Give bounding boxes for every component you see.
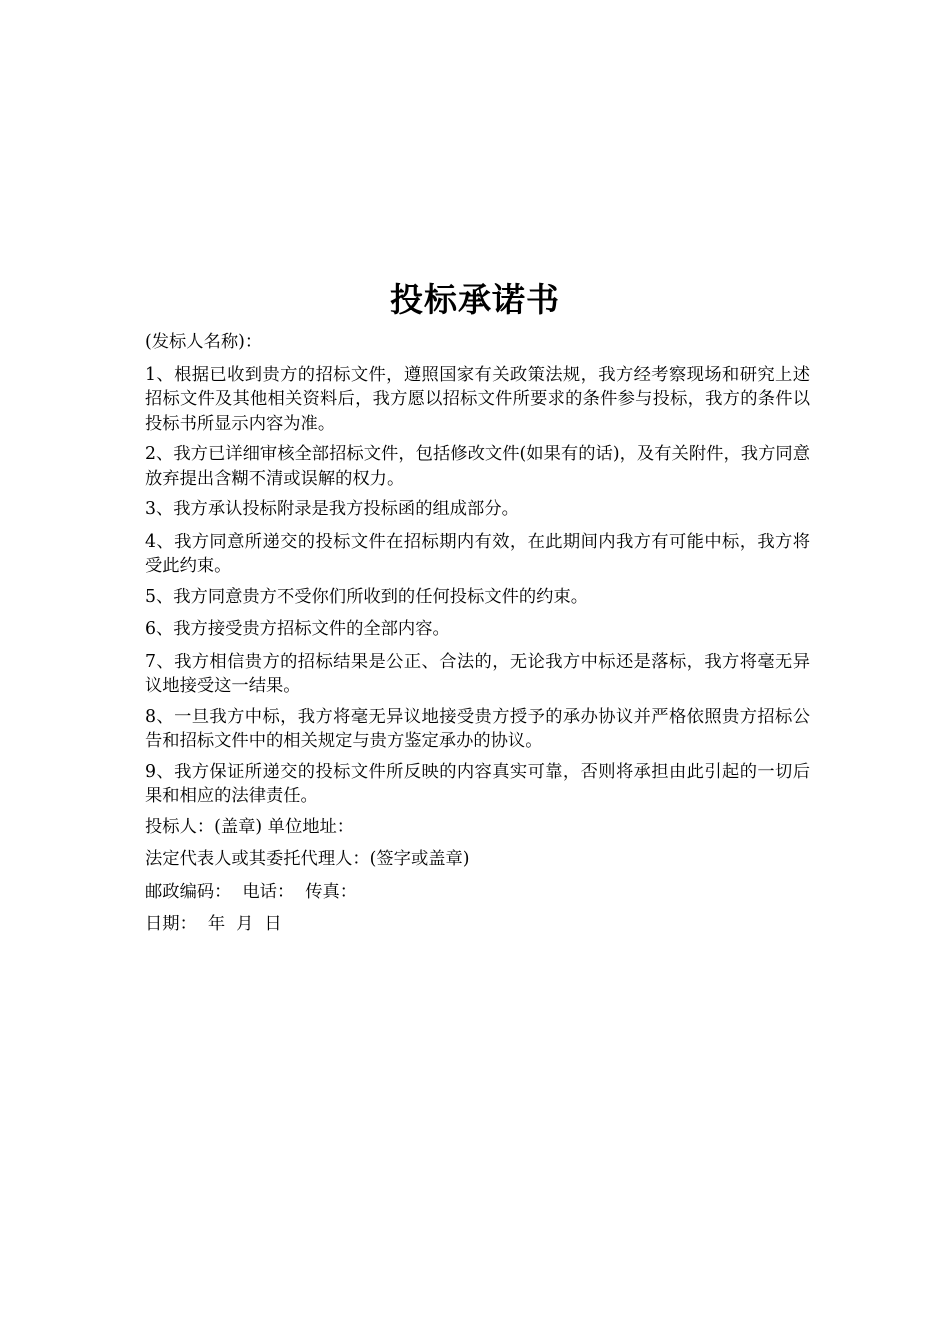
clause-2: 2、我方已详细审核全部招标文件，包括修改文件(如果有的话)，及有关附件，我方同意放弃提出含糊不清或误解的权力。 (145, 444, 810, 489)
clause-7: 7、我方相信贵方的招标结果是公正、合法的，无论我方中标还是落标，我方将毫无异议地接受这一结果。 (145, 651, 810, 696)
clause-3: 3、我方承认投标附录是我方投标函的组成部分。 (145, 499, 519, 519)
document-body (145, 330, 810, 945)
clause-6: 6、我方接受贵方招标文件的全部内容。 (145, 619, 450, 639)
clause-8: 8、一旦我方中标，我方将毫无异议地接受贵方授予的承办协议并严格依照贵方招标公告和招标文件中的相关规定与贵方鉴定承办的协议。 (145, 706, 810, 751)
clause-1: 1、根据已收到贵方的招标文件，遵照国家有关政策法规，我方经考察现场和研究上述招标文件及其他相关资料后，我方愿以招标文件所要求的条件参与投标，我方的条件以投标书所显示内容为准。 (145, 364, 810, 434)
document-title: 投标承诺书 (390, 280, 560, 319)
signature-bidder-line: 投标人：(盖章) 单位地址： (145, 816, 355, 837)
clause-4: 4、我方同意所递交的投标文件在招标期内有效，在此期间内我方有可能中标，我方将受此约束。 (145, 531, 810, 576)
recipient-line: (发标人名称)： (145, 332, 263, 352)
clause-5: 5、我方同意贵方不受你们所收到的任何投标文件的约束。 (145, 586, 589, 607)
clause-9: 9、我方保证所递交的投标文件所反映的内容真实可靠，否则将承担由此引起的一切后果和相应的法律责任。 (145, 761, 810, 806)
signature-contact-line: 邮政编码： 电话： 传真： (145, 881, 358, 902)
signature-date-line: 日期： 年 月 日 (145, 914, 282, 934)
signature-representative-line: 法定代表人或其委托代理人：(签字或盖章) (145, 849, 470, 869)
